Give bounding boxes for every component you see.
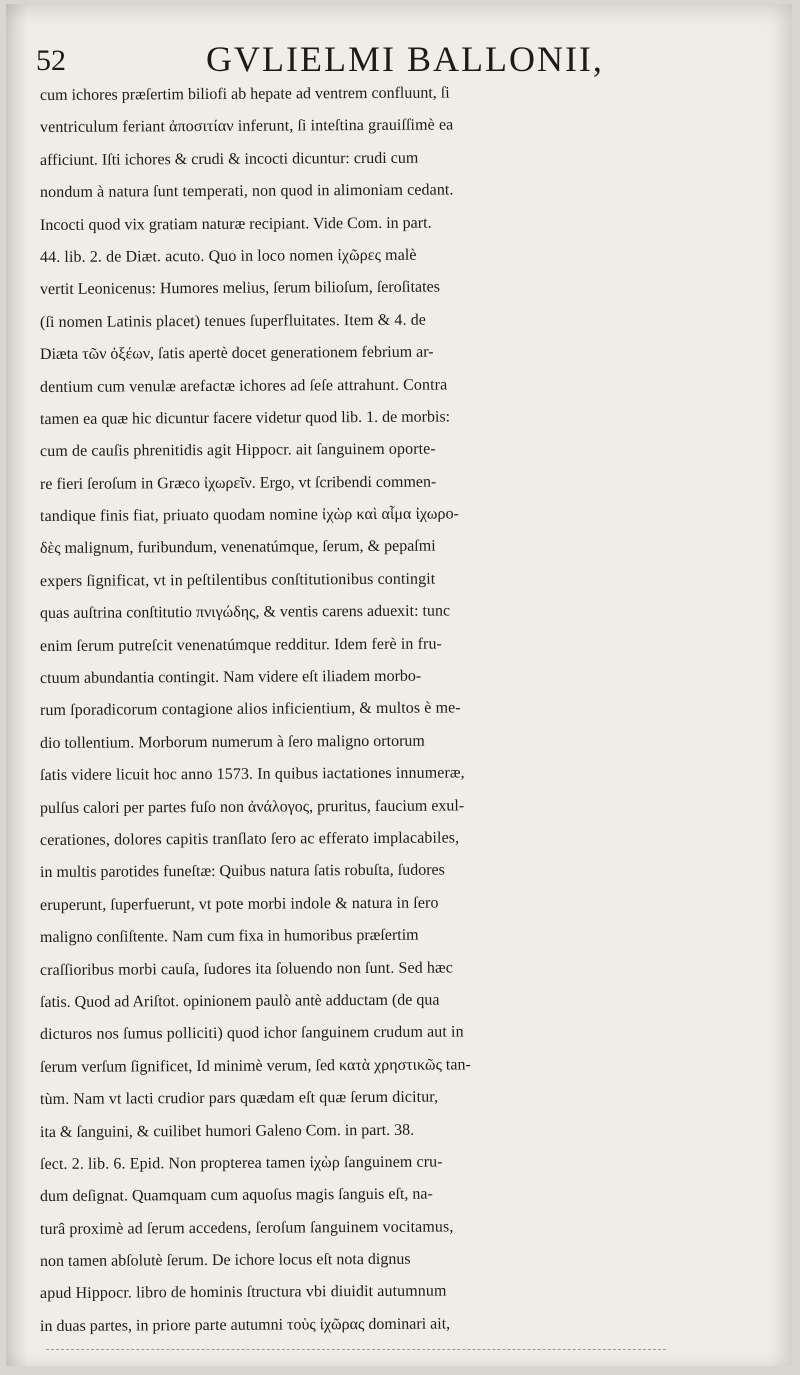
text-line: tamen ea quæ hic dicuntur facere videtur quod lib. 1. de morbis: xyxy=(39,408,451,428)
text-line: rum ſporadicorum contagione alios inficientium, & multos è me- xyxy=(39,699,461,720)
text-line: vertit Leonicenus: Humores melius, ſerum bilioſum, ſeroſitates xyxy=(39,278,440,299)
book-page xyxy=(6,4,792,1366)
text-line: ſatis. Quod ad Ariſtot. opinionem paulò antè adductam (de qua xyxy=(39,991,440,1011)
text-line: afficiunt. Iſti ichores & crudi & incocti dicuntur: crudi cum xyxy=(39,149,419,169)
text-line: tandique finis fiat, priuato quodam nomine ἰχὼρ καὶ αἷμα ἰχωρο- xyxy=(39,505,460,526)
text-line: ſerum verſum ſignificet, Id minimè verum, ſed κατὰ χρηστικῶς tan- xyxy=(39,1056,471,1076)
text-line: δὲς malignum, furibundum, venenatúmque, ſerum, & pepaſmi xyxy=(39,538,436,558)
text-line: in multis parotides funeſtæ: Quibus natura ſatis robuſta, ſudores xyxy=(39,861,445,882)
text-line: Incocti quod vix gratiam naturæ recipiant. Vide Com. in part. xyxy=(39,214,432,234)
text-line: expers ſignificat, vt in peſtilentibus conſtitutionibus contingit xyxy=(39,570,436,590)
bottom-edge-mark xyxy=(46,1349,666,1350)
body-text xyxy=(40,80,770,1343)
text-line: dum deſignat. Quamquam cum aquoſus magis ſanguis eſt, na- xyxy=(39,1185,433,1206)
text-line: tùm. Nam vt lacti crudior pars quædam eſt quæ ſerum dicitur, xyxy=(39,1088,439,1109)
text-line: maligno conſiſtente. Nam cum fixa in humoribus præſertim xyxy=(39,926,419,947)
text-line: eruperunt, ſuperfuerunt, vt pote morbi indole & natura in ſero xyxy=(39,894,439,914)
text-line: turâ proximè ad ſerum accedens, ſeroſum ſanguinem vocitamus, xyxy=(39,1218,454,1238)
text-line: craſſioribus morbi cauſa, ſudores ita ſoluendo non ſunt. Sed hæc xyxy=(39,959,454,979)
text-line: ita & ſanguini, & cuilibet humori Galeno Com. in part. 38. xyxy=(39,1121,415,1141)
text-line: ctuum abundantia contingit. Nam videre eſt iliadem morbo- xyxy=(39,667,422,688)
text-line: ſatis videre licuit hoc anno 1573. In quibus iactationes innumeræ, xyxy=(39,764,465,785)
text-line: cerationes, dolores capitis tranſlato ſero ac efferato implacabiles, xyxy=(39,829,460,849)
text-line: cum de cauſis phrenitidis agit Hippocr. ait ſanguinem oporte- xyxy=(39,440,436,461)
page-spine-shadow xyxy=(6,4,28,1366)
text-line: nondum à natura ſunt temperati, non quod in alimoniam cedant. xyxy=(39,181,454,202)
running-head: GVLIELMI BALLONII, xyxy=(206,39,604,79)
text-line: (ſi nomen Latinis placet) tenues ſuperfluitates. Item & 4. de xyxy=(39,311,427,331)
text-line: ventriculum feriant ἀποσιτίαν inferunt, ſi inteſtina grauiſſimè ea xyxy=(39,116,454,137)
text-line: in duas partes, in priore parte autumni τοὺς ἰχῶρας dominari ait, xyxy=(39,1315,451,1335)
text-line: cum ichores præſertim biliofi ab hepate ad ventrem confluunt, ſi xyxy=(39,84,450,104)
page-number: 52 xyxy=(36,44,66,77)
page-header xyxy=(36,26,756,79)
text-line: Diæta τῶν ὀξέων, ſatis apertè docet generationem febrium ar- xyxy=(39,343,434,364)
text-line: 44. lib. 2. de Diæt. acuto. Quo in loco nomen ἰχῶρες malè xyxy=(39,246,417,266)
text-line: dentium cum venulæ arefactæ ichores ad ſeſe attrahunt. Contra xyxy=(39,376,448,396)
text-line: pulſus calori per partes fuſo non ἀνάλογος, pruritus, faucium exul- xyxy=(39,797,465,817)
text-line: dio tollentium. Morborum numerum à ſero maligno ortorum xyxy=(39,732,425,752)
text-line: quas auſtrina conſtitutio πνιγώδης, & ventis carens aduexit: tunc xyxy=(39,602,451,623)
text-line: re fieri ſeroſum in Græco ἰχωρεῖν. Ergo, vt ſcribendi commen- xyxy=(39,473,437,493)
text-line: non tamen abſolutè ſerum. De ichore locus eſt nota dignus xyxy=(39,1250,411,1271)
text-line: dicturos nos ſumus polliciti) quod ichor ſanguinem crudum aut in xyxy=(39,1023,464,1044)
text-line: ſect. 2. lib. 6. Epid. Non propterea tamen ἰχὼρ ſanguinem cru- xyxy=(39,1153,443,1173)
text-line: enim ſerum putreſcit venenatúmque redditur. Idem ferè in fru- xyxy=(39,635,442,655)
text-line: apud Hippocr. libro de hominis ſtructura vbi diuidit autumnum xyxy=(39,1282,447,1303)
